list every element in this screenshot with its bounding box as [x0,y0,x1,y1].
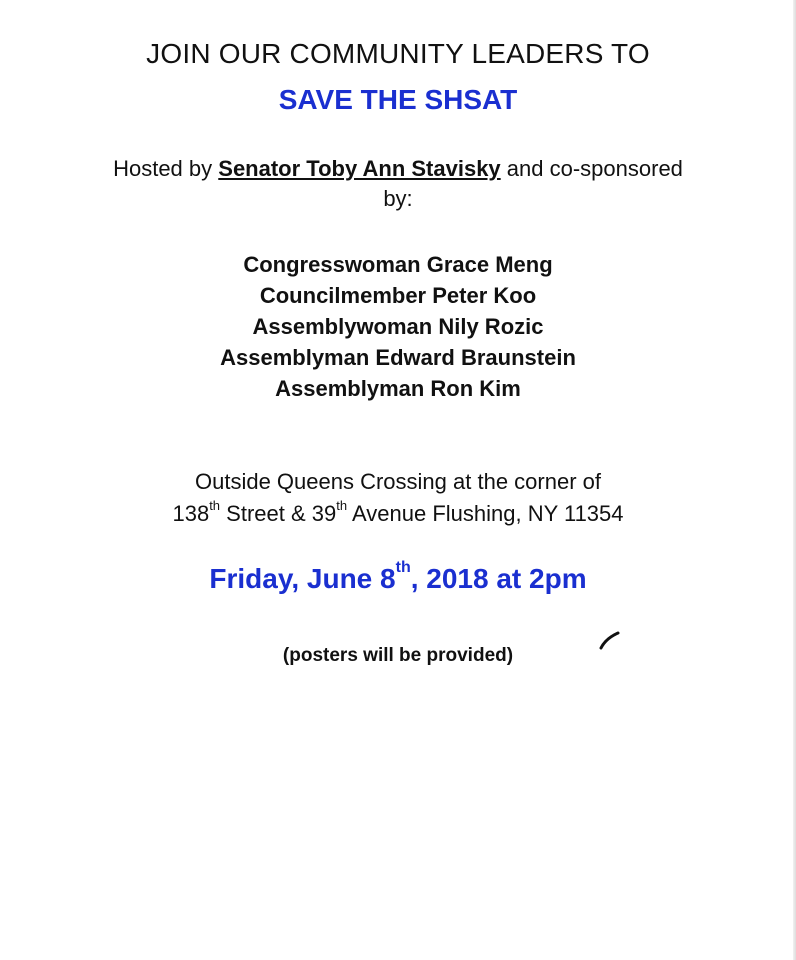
pen-stroke-mark [598,627,622,651]
flyer-heading: JOIN OUR COMMUNITY LEADERS TO [146,38,650,69]
location-line-2 [0,498,796,527]
host-name: Senator Toby Ann Stavisky [218,156,501,181]
street-number: 138 [172,501,210,526]
date-suffix: , 2018 at 2pm [410,563,587,594]
hosted-by-line-2: by: [383,186,413,211]
avenue-ordinal: th [336,498,348,513]
flyer-title: SAVE THE SHSAT [278,84,518,115]
street-text: Street & 39 [226,501,337,526]
event-date [0,559,796,595]
hosted-suffix: and co-sponsored [506,156,683,181]
date-prefix: Friday, June 8 [209,563,396,594]
sponsor-item: Assemblyman Edward Braunstein [220,345,576,370]
sponsor-item: Assemblywoman Nily Rozic [252,314,544,339]
location-line-1: Outside Queens Crossing at the corner of [195,469,601,494]
sponsor-item: Councilmember Peter Koo [259,283,537,308]
sponsor-item: Congresswoman Grace Meng [243,252,553,277]
date-ordinal: th [395,559,411,576]
sponsor-item: Assemblyman Ron Kim [275,376,521,401]
hosted-by-line [0,156,796,182]
avenue-text: Avenue Flushing, NY 11354 [351,501,624,526]
hosted-prefix: Hosted by [113,156,213,181]
street-ordinal: th [209,498,221,513]
posters-note: (posters will be provided) [282,645,514,666]
